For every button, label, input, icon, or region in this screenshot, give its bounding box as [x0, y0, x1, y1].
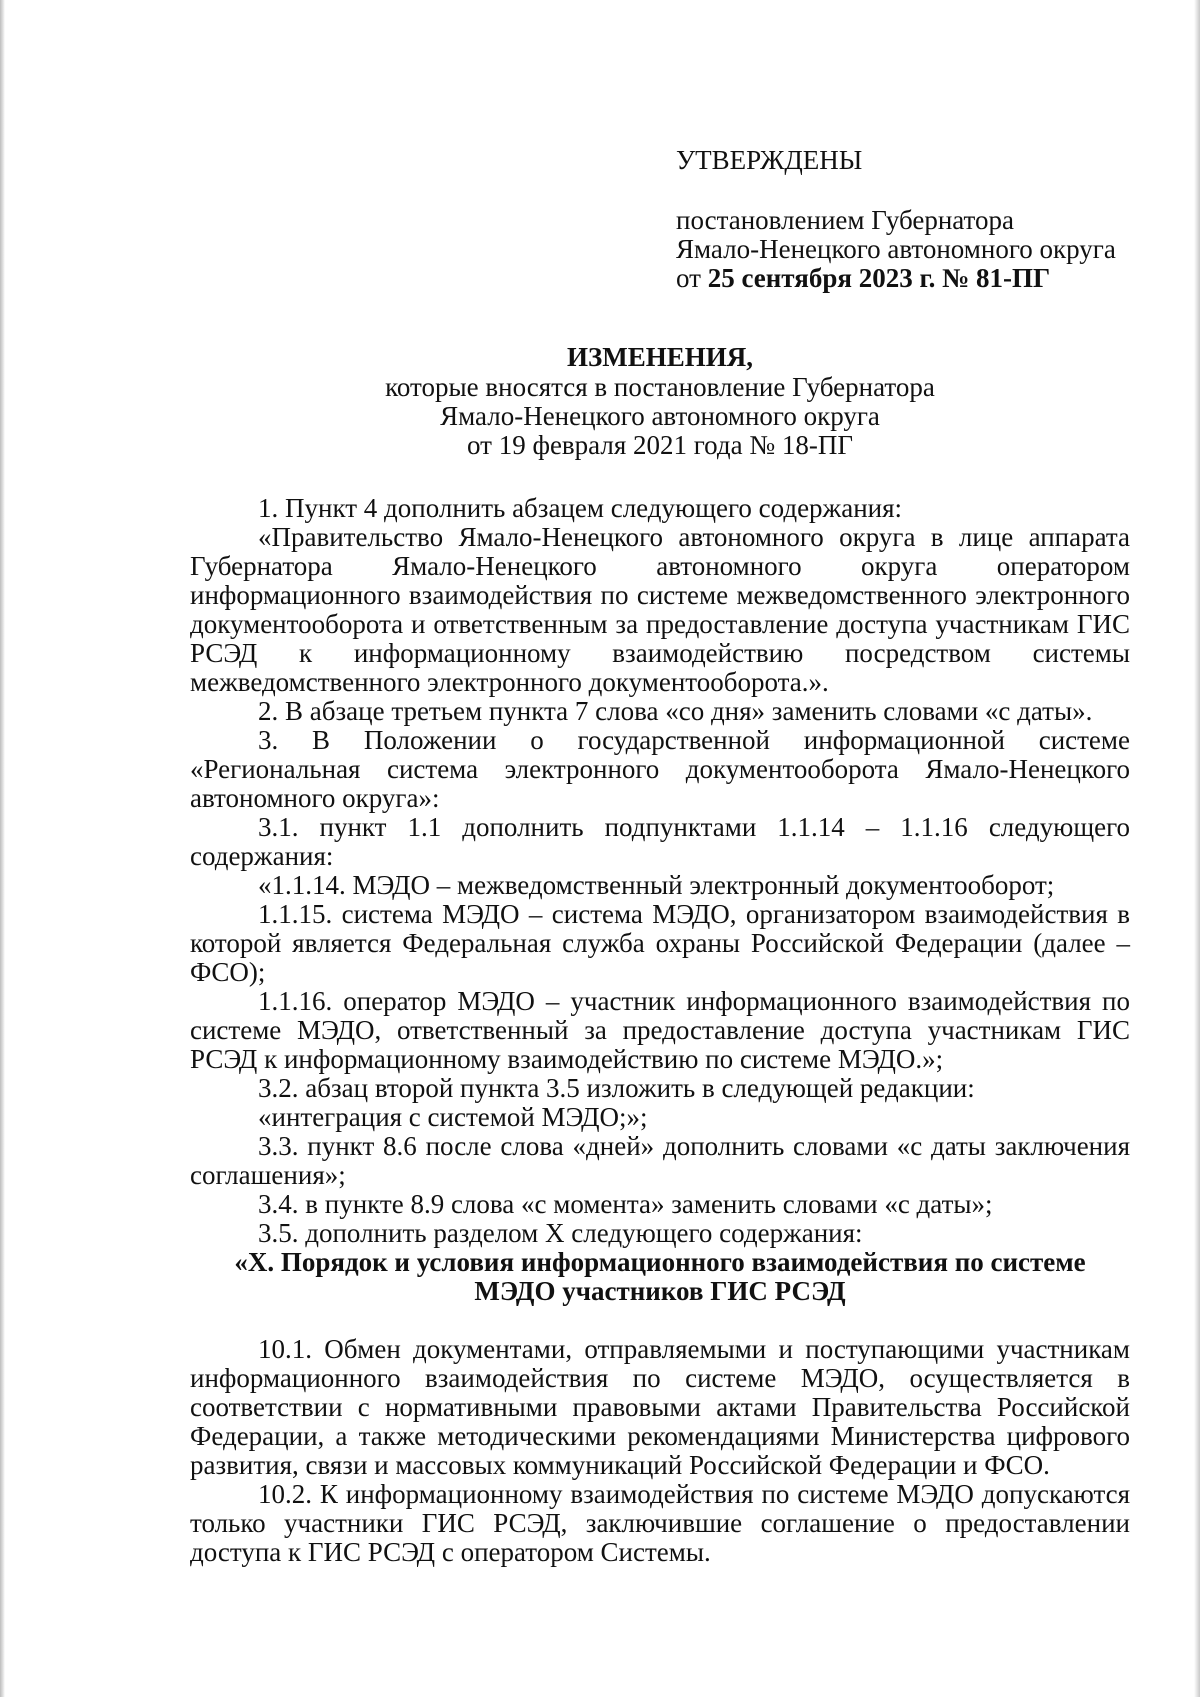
paragraph-1: 1. Пункт 4 дополнить абзацем следующего содержания:	[258, 493, 903, 523]
paragraph-11: 3.3. пункт 8.6 после слова «дней» дополнить словами «с даты заключения соглашения»;	[190, 1131, 1130, 1190]
document-title	[190, 343, 1130, 460]
title-subline-3: от 19 февраля 2021 года № 18-ПГ	[467, 430, 853, 460]
paragraph-12: 3.4. в пункте 8.9 слова «с момента» заменить словами «с даты»;	[258, 1189, 993, 1219]
paragraph-8: 1.1.16. оператор МЭДО – участник информационного взаимодействия по системе МЭДО, ответственный за предоставление доступа участникам ГИС РСЭД к информационному взаимодействию по системе МЭДО.»;	[190, 986, 1130, 1074]
paragraph-3: 2. В абзаце третьем пункта 7 слова «со дня» заменить словами «с даты».	[258, 696, 1093, 726]
approval-block	[676, 146, 1136, 293]
paragraph-10: «интеграция с системой МЭДО;»;	[258, 1102, 648, 1132]
paragraph-13: 3.5. дополнить разделом X следующего содержания:	[258, 1218, 863, 1248]
paragraph-5: 3.1. пункт 1.1 дополнить подпунктами 1.1.14 – 1.1.16 следующего содержания:	[190, 812, 1130, 871]
paragraph-7: 1.1.15. система МЭДО – система МЭДО, организатором взаимодействия в которой является Федеральная служба охраны Российской Федерации (далее – ФСО);	[190, 899, 1130, 987]
paragraph-4: 3. В Положении о государственной информационной системе «Региональная система электронного документооборота Ямало-Ненецкого автономного округа»:	[190, 725, 1130, 813]
paragraph-6: «1.1.14. МЭДО – межведомственный электронный документооборот;	[258, 870, 1055, 900]
section-paragraph-1: 10.1. Обмен документами, отправляемыми и поступающими участникам информационного взаимодействия по системе МЭДО, осуществляется в соответствии с нормативными правовыми актами Правительства Российской Федерации, а также методическими рекомендациями Министерства цифрового развития, связи и массовых коммуникаций Российской Федерации и ФСО.	[190, 1334, 1130, 1480]
approval-date-prefix: от	[676, 263, 708, 293]
paragraph-9: 3.2. абзац второй пункта 3.5 изложить в следующей редакции:	[258, 1073, 975, 1103]
approval-line-2: Ямало-Ненецкого автономного округа	[676, 234, 1116, 264]
scan-edge-left	[0, 0, 5, 1697]
approval-title: УТВЕРЖДЕНЫ	[676, 145, 863, 175]
scan-edge-right	[1194, 0, 1200, 1697]
paragraph-2: «Правительство Ямало-Ненецкого автономного округа в лице аппарата Губернатора Ямало-Ненецкого автономного округа оператором информационного взаимодействия по системе межведомственного электронного документооборота и ответственным за предоставление доступа участникам ГИС РСЭД к информационному взаимодействию посредством системы межведомственного электронного документооборота.».	[190, 522, 1130, 697]
document-body	[190, 494, 1130, 1567]
approval-line-1: постановлением Губернатора	[676, 205, 1014, 235]
title-heading: ИЗМЕНЕНИЯ,	[566, 342, 753, 372]
section-paragraph-2: 10.2. К информационному взаимодействия по системе МЭДО допускаются только участники ГИС РСЭД, заключившие соглашение о предоставлении доступа к ГИС РСЭД с оператором Системы.	[190, 1479, 1130, 1567]
section-heading: «X. Порядок и условия информационного взаимодействия по системе МЭДО участников ГИС РСЭД	[234, 1247, 1086, 1306]
title-subline-1: которые вносятся в постановление Губернатора	[385, 372, 935, 402]
approval-date-value: 25 сентября 2023 г. № 81-ПГ	[707, 263, 1051, 293]
approval-date-line	[676, 264, 1136, 293]
title-subline-2: Ямало-Ненецкого автономного округа	[440, 401, 880, 431]
